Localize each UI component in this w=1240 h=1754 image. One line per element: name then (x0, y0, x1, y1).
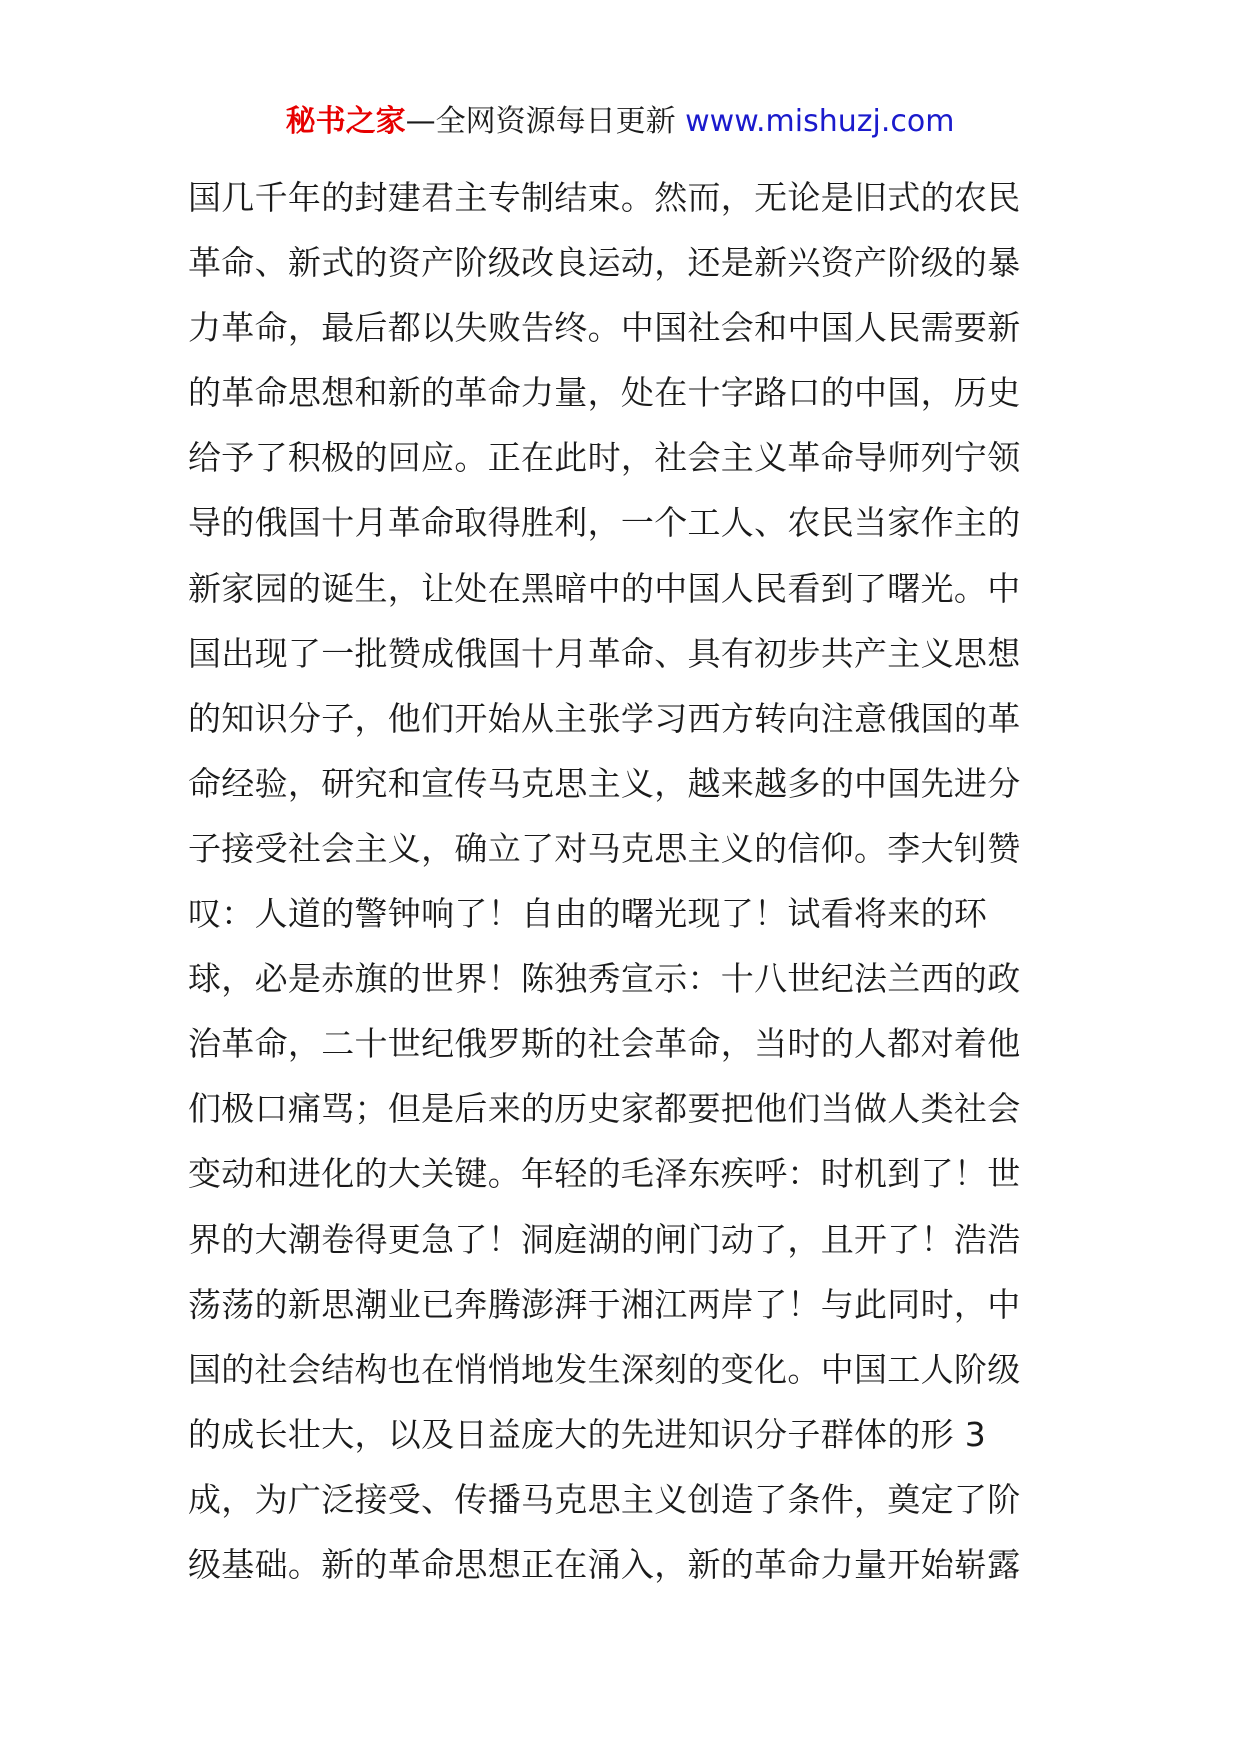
text-line: 新家园的诞生，让处在黑暗中的中国人民看到了曙光。中 (188, 568, 1021, 608)
text-line: 治革命，二十世纪俄罗斯的社会革命，当时的人都对着他 (188, 1024, 1021, 1064)
text-line: 的革命思想和新的革命力量，处在十字路口的中国，历史 (188, 373, 1021, 413)
text-line: 荡荡的新思潮业已奔腾澎湃于湘江两岸了！与此同时，中 (188, 1284, 1021, 1324)
site-tagline: —全网资源每日更新 (405, 104, 676, 139)
site-header (0, 100, 1240, 144)
text-line: 级基础。新的革命思想正在涌入，新的革命力量开始崭露 (188, 1544, 1021, 1584)
site-brand: 秘书之家 (285, 104, 406, 139)
text-line: 变动和进化的大关键。年轻的毛泽东疾呼：时机到了！世 (188, 1154, 1021, 1194)
text-line: 叹：人道的警钟响了！自由的曙光现了！试看将来的环 (188, 894, 988, 934)
text-line: 命经验，研究和宣传马克思主义，越来越多的中国先进分 (188, 763, 1021, 803)
text-line: 国的社会结构也在悄悄地发生深刻的变化。中国工人阶级 (188, 1349, 1021, 1389)
site-url-link[interactable]: www.mishuzj.com (685, 104, 955, 139)
text-line: 们极口痛骂；但是后来的历史家都要把他们当做人类社会 (188, 1089, 1021, 1129)
text-line: 国出现了一批赞成俄国十月革命、具有初步共产主义思想 (188, 633, 1021, 673)
text-line: 力革命，最后都以失败告终。中国社会和中国人民需要新 (188, 308, 1021, 348)
document-body (188, 165, 1058, 1597)
text-line: 的成长壮大，以及日益庞大的先进知识分子群体的形 3 (188, 1414, 986, 1454)
text-line: 革命、新式的资产阶级改良运动，还是新兴资产阶级的暴 (188, 243, 1021, 283)
text-line: 的知识分子，他们开始从主张学习西方转向注意俄国的革 (188, 698, 1021, 738)
text-line: 成，为广泛接受、传播马克思主义创造了条件，奠定了阶 (188, 1479, 1021, 1519)
text-line: 给予了积极的回应。正在此时，社会主义革命导师列宁领 (188, 438, 1021, 478)
text-line: 界的大潮卷得更急了！洞庭湖的闸门动了，且开了！浩浩 (188, 1219, 1021, 1259)
text-line: 子接受社会主义，确立了对马克思主义的信仰。李大钊赞 (188, 828, 1021, 868)
text-line: 导的俄国十月革命取得胜利，一个工人、农民当家作主的 (188, 503, 1021, 543)
text-line: 球，必是赤旗的世界！陈独秀宣示：十八世纪法兰西的政 (188, 959, 1021, 999)
text-line: 国几千年的封建君主专制结束。然而，无论是旧式的农民 (188, 178, 1021, 217)
